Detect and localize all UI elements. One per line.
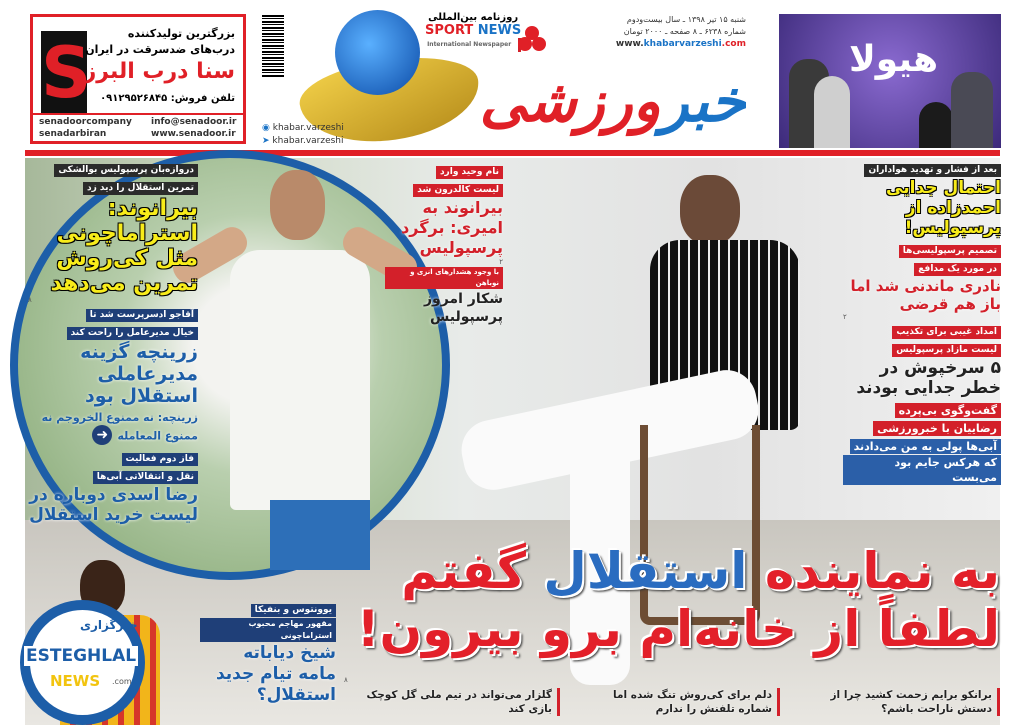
headline-beiranvand-amiri[interactable]: بیرانوند به امیری: برگرد پرسپولیس	[401, 198, 503, 257]
telegram-handle: khabar.varzeshi	[272, 136, 344, 146]
telegram-icon: ➤	[262, 136, 270, 146]
esteghlal-news-watermark: خبرگزاری ESTEGHLAL NEWS .com	[20, 600, 145, 725]
headline-beiranvand-stramaccioni[interactable]: بیرانوند: استراماچونی مثل کی‌روش تمرین می‌دهد	[50, 196, 198, 296]
story-tag: لیست مازاد پرسپولیس	[892, 344, 1001, 357]
story-tag: فاز دوم فعالیت	[122, 453, 198, 466]
story-tag: بعد از فشار و تهدید هواداران	[864, 164, 1001, 177]
ad-email: info@senadoor.ir	[151, 117, 237, 127]
ad-telegram: senadarbiran	[39, 129, 107, 139]
website-url: www.khabarvarzeshi.com	[615, 39, 746, 49]
sport-news-logo	[425, 12, 521, 52]
subhead-queiroz[interactable]: دلم برای کی‌روش تنگ شده اما شماره تلفنش را ندارم	[580, 688, 780, 716]
header-rule	[25, 150, 1000, 156]
ad-brand: سنا درب البرز	[83, 59, 235, 84]
story-tag: نقل و انتقالاتی آبی‌ها	[93, 471, 198, 484]
headline-diabate[interactable]: شیخ دیاباته مامه تیام جدید استقلال؟	[215, 643, 336, 705]
story-tag: گفت‌وگوی بی‌پرده	[895, 403, 1001, 418]
ad-phone: تلفن فروش: ۰۹۱۲۹۵۲۶۸۴۵	[100, 93, 235, 104]
center-column	[385, 162, 503, 326]
page-ref: ۸	[344, 676, 348, 684]
actor-figure	[814, 76, 850, 148]
main-headline[interactable]: به نماینده استقلال گفتم لطفاً از خانه‌ام برو بیرون!	[340, 542, 1000, 658]
instagram-handle: khabar.varzeshi	[272, 123, 344, 133]
ad-divider	[33, 113, 243, 115]
door-advertisement	[30, 14, 246, 144]
subhead-golzar[interactable]: گلزار می‌تواند در تیم ملی گل کوچک بازی کند	[360, 688, 560, 716]
left-column	[28, 160, 198, 525]
sport-news-sub: International Newspaper	[425, 38, 521, 52]
ad-instagram: senadoorcompany	[39, 117, 132, 127]
instagram-icon: ◉	[262, 123, 270, 133]
headline-reza-asadi[interactable]: رضا اسدی دوباره در لیست خرید استقلال	[29, 485, 198, 525]
headline-persepolis-hunt[interactable]: شکار امروز پرسپولیس	[423, 291, 503, 325]
date-line: شنبه ۱۵ تیر ۱۳۹۸ ـ سال بیست‌ودوم	[626, 15, 746, 24]
subheadlines	[360, 688, 1000, 716]
story-tag: تصمیم پرسپولیسی‌ها	[899, 245, 1001, 258]
coach-photo	[190, 170, 400, 570]
story-tag: نام وحید وارد	[436, 166, 503, 179]
headline-naderi[interactable]: نادری ماندنی شد اما باز هم قرضی	[850, 277, 1001, 313]
right-column	[843, 160, 1001, 486]
barcode	[262, 15, 284, 77]
tv-series-advertisement	[779, 14, 1001, 148]
arrow-right-icon: ➜	[92, 425, 112, 445]
tv-ad-title: هیولا	[849, 39, 939, 80]
sport-news-fa: روزنامه بین‌المللی	[428, 12, 519, 23]
subhead-branko[interactable]: برانکو برایم زحمت کشید چرا از دستش ناراحت باشم؟	[800, 688, 1000, 716]
social-handles	[262, 122, 344, 148]
bottom-left-story	[200, 600, 336, 706]
ad-website: www.senadoor.ir	[151, 129, 236, 139]
actor-figure	[951, 72, 993, 148]
story-tag: آقاجو ادسرپرست شد تا	[86, 309, 198, 322]
story-tag: در مورد یک مدافع	[914, 263, 1001, 276]
issue-line: شماره ۶۲۳۸ ـ ۸ صفحه ـ ۲۰۰۰ تومان	[623, 27, 746, 36]
headline-five-players[interactable]: ۵ سرخپوش در خطر جدایی بودند	[856, 358, 1001, 398]
actor-figure	[919, 102, 953, 148]
masthead-2: ورزشی	[480, 67, 661, 135]
sport-news-en-1: SPORT	[425, 23, 474, 38]
story-tag: یوونتوس و بنفیکا	[251, 604, 336, 617]
sport-news-en-2: NEWS	[477, 23, 522, 38]
zarrinche-link[interactable]: زرینچه: نه ممنوع الخروجم نه ممنوع المعامله ➜	[41, 411, 198, 443]
page-ref: ۲	[843, 313, 847, 321]
story-tag: امداد غیبی برای تکذیب	[892, 326, 1001, 339]
page-ref: ۸	[28, 296, 32, 304]
masthead-logo	[480, 58, 746, 144]
story-tag: آبی‌ها پولی به من می‌دادند	[850, 439, 1001, 454]
story-tag: خیال مدیرعامل را راحت کند	[67, 327, 198, 340]
page-ref: ۲	[499, 258, 503, 266]
story-tag: مقهور مهاجم محبوب استراماچونی	[200, 618, 336, 642]
ad-line-2: درب‌های ضدسرقت در ایران	[85, 43, 235, 56]
masthead-1: خبر	[660, 67, 746, 135]
ad-line-1: بزرگترین تولیدکننده	[127, 27, 235, 40]
story-tag: دروازه‌بان پرسپولیس بوالشکی	[54, 164, 198, 177]
story-tag: که هرکس جایم بود می‌بست	[843, 455, 1001, 485]
main-headline-line-2: لطفاً از خانه‌ام برو بیرون!	[356, 600, 1000, 658]
issue-info	[600, 14, 746, 50]
headline-zarrinche[interactable]: زرینچه گزینه مدیرعاملی استقلال بود	[80, 341, 198, 407]
sena-door-logo: S	[41, 32, 92, 114]
story-tag: رضاییان با خبرورزشی	[873, 421, 1001, 436]
story-tag: تمرین استقلال را دید زد	[83, 182, 198, 195]
globe-icon	[335, 10, 420, 95]
story-tag: با وجود هشدارهای انزی و نوباهن	[385, 267, 503, 289]
story-tag: لیست کالدرون شد	[413, 184, 503, 197]
headline-ahmadzadeh[interactable]: احتمال جدایی احمدزاده از پرسپولیس!	[886, 178, 1001, 238]
